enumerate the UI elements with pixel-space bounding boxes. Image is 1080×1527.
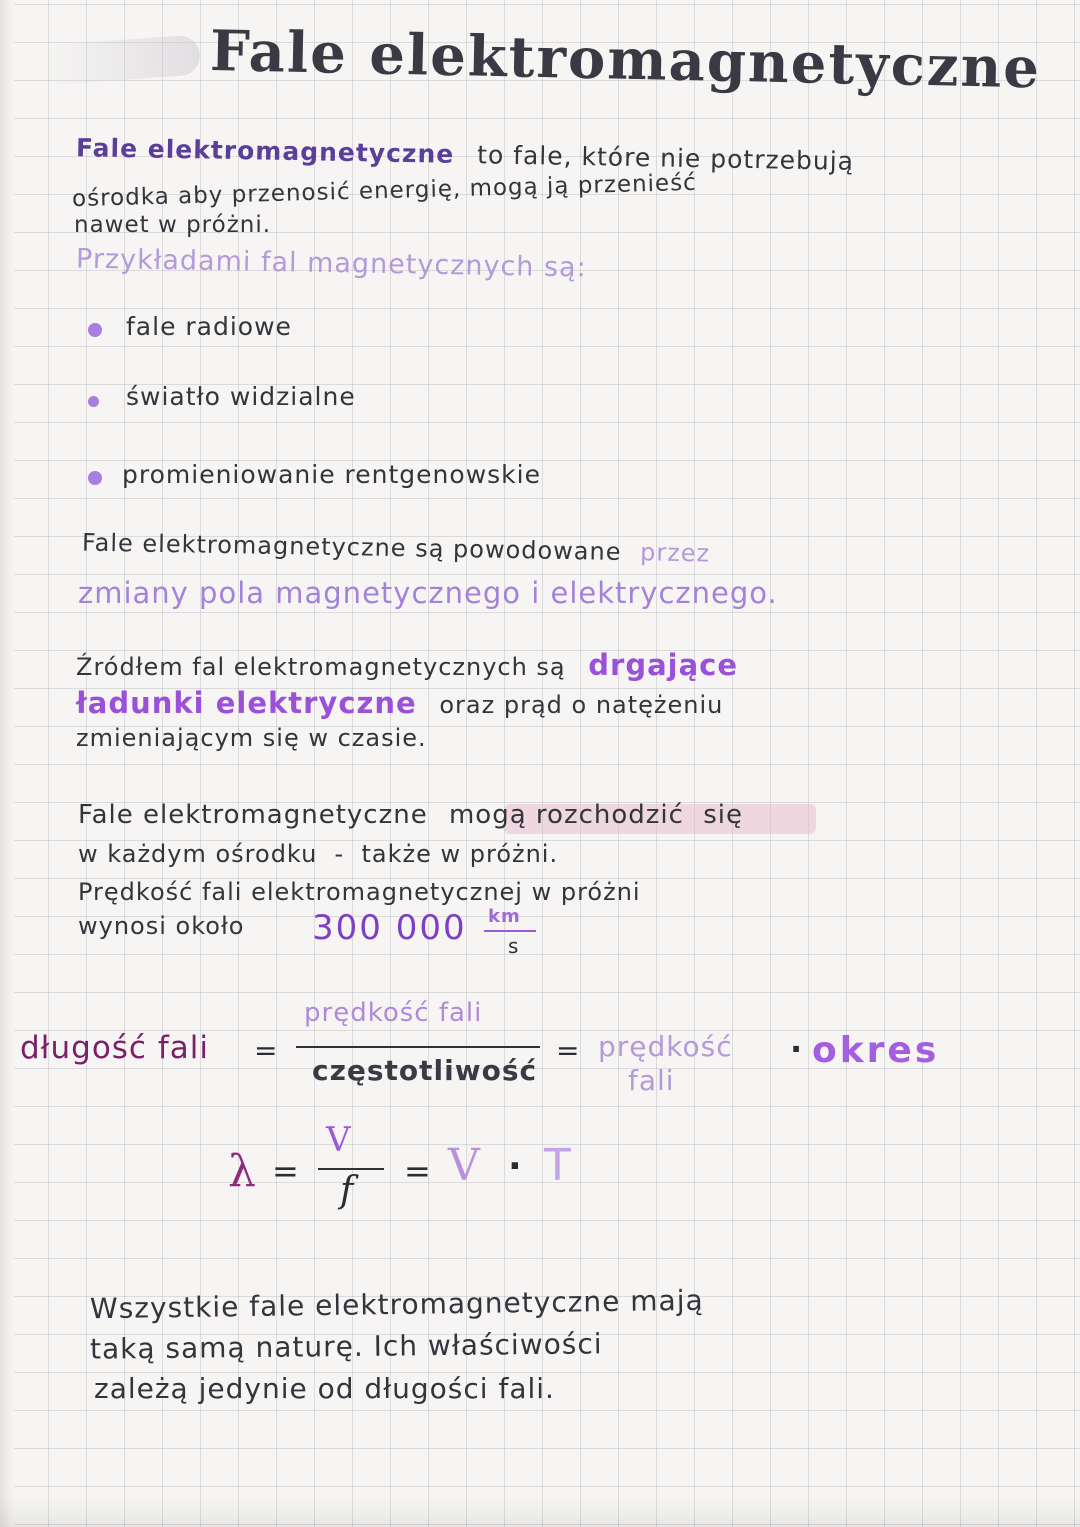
formula-period: okres (812, 1030, 940, 1071)
formula-equals-2: = (556, 1034, 581, 1067)
source-line-1 (76, 648, 738, 682)
bullet-icon (88, 396, 99, 407)
formula-symbol-denominator: f (340, 1170, 355, 1211)
formula-symbol-t: T (544, 1140, 572, 1191)
conclusion-line-3: zależą jedynie od długości fali. (94, 1372, 555, 1405)
list-item: promieniowanie rentgenowskie (122, 460, 541, 489)
formula-symbol-dot: · (508, 1146, 523, 1187)
formula-symbol-equals-2: = (404, 1152, 432, 1190)
propagation-line-1-highlighted: mogą rozchodzić (448, 800, 684, 830)
formula-rhs-wave: fali (628, 1064, 675, 1097)
list-item: światło widzialne (126, 382, 356, 411)
formula-numerator: prędkość fali (304, 998, 483, 1028)
formula-lambda: λ (228, 1146, 257, 1197)
cause-line-1-accent: przez (639, 538, 711, 568)
source-line-3: zmieniającym się w czasie. (76, 724, 427, 752)
formula-fraction-bar (296, 1046, 540, 1048)
conclusion-line-1: Wszystkie fale elektromagnetyczne mają (89, 1283, 704, 1326)
source-line-2 (76, 686, 723, 720)
intro-line-2: ośrodka aby przenosić energię, mogą ją przenieść (71, 169, 698, 213)
cause-line-2: zmiany pola magnetycznego i elektrycznego. (78, 576, 778, 610)
formula-lhs: długość fali (20, 1030, 209, 1066)
propagation-line-4 (78, 912, 244, 940)
propagation-line-1-text: Fale elektromagnetyczne (78, 800, 428, 830)
cause-line-1-text: Fale elektromagnetyczne są powodowane (81, 528, 622, 566)
title-smudge (39, 34, 201, 85)
page-title: Fale elektromagnetyczne (209, 18, 1042, 102)
bullet-icon (88, 323, 102, 337)
paper-edge (0, 0, 14, 1527)
formula-denominator: częstotliwość (312, 1054, 538, 1087)
propagation-line-4-text: wynosi około (78, 912, 245, 940)
propagation-line-1 (78, 800, 743, 830)
propagation-line-1-end: się (703, 800, 743, 830)
formula-symbol-numerator: V (326, 1120, 352, 1160)
formula-symbol-v: V (448, 1140, 481, 1191)
formula-rhs-speed: prędkość (598, 1030, 733, 1063)
source-line-2-accent: ładunki elektryczne (76, 686, 417, 720)
intro-line-1-rest: to fale, które nie potrzebują (476, 140, 855, 176)
source-line-1-accent: drgające (588, 648, 739, 682)
speed-unit-bar (484, 930, 536, 932)
formula-dot: · (790, 1030, 804, 1068)
page-bottom-shadow (0, 1497, 1080, 1527)
bullet-icon (88, 471, 102, 485)
source-line-2-text: oraz prąd o natężeniu (439, 691, 724, 719)
intro-line-1 (76, 133, 854, 176)
speed-unit-denominator: s (508, 934, 520, 958)
speed-unit-numerator: km (488, 906, 521, 927)
propagation-line-2: w każdym ośrodku - także w próżni. (78, 840, 559, 868)
intro-line-3: nawet w próżni. (74, 212, 272, 238)
examples-heading: Przykładami fal magnetycznych są: (75, 243, 587, 284)
conclusion-line-2: taką samą naturę. Ich właściwości (89, 1327, 603, 1366)
propagation-line-3: Prędkość fali elektromagnetycznej w próżni (78, 878, 641, 906)
speed-value: 300 000 (312, 908, 467, 948)
formula-equals-1: = (254, 1034, 279, 1067)
intro-term: Fale elektromagnetyczne (75, 133, 455, 169)
source-line-1-text: Źródłem fal elektromagnetycznych są (76, 653, 566, 681)
cause-line-1 (82, 529, 711, 568)
formula-symbol-equals-1: = (272, 1152, 300, 1190)
list-item: fale radiowe (126, 312, 292, 341)
